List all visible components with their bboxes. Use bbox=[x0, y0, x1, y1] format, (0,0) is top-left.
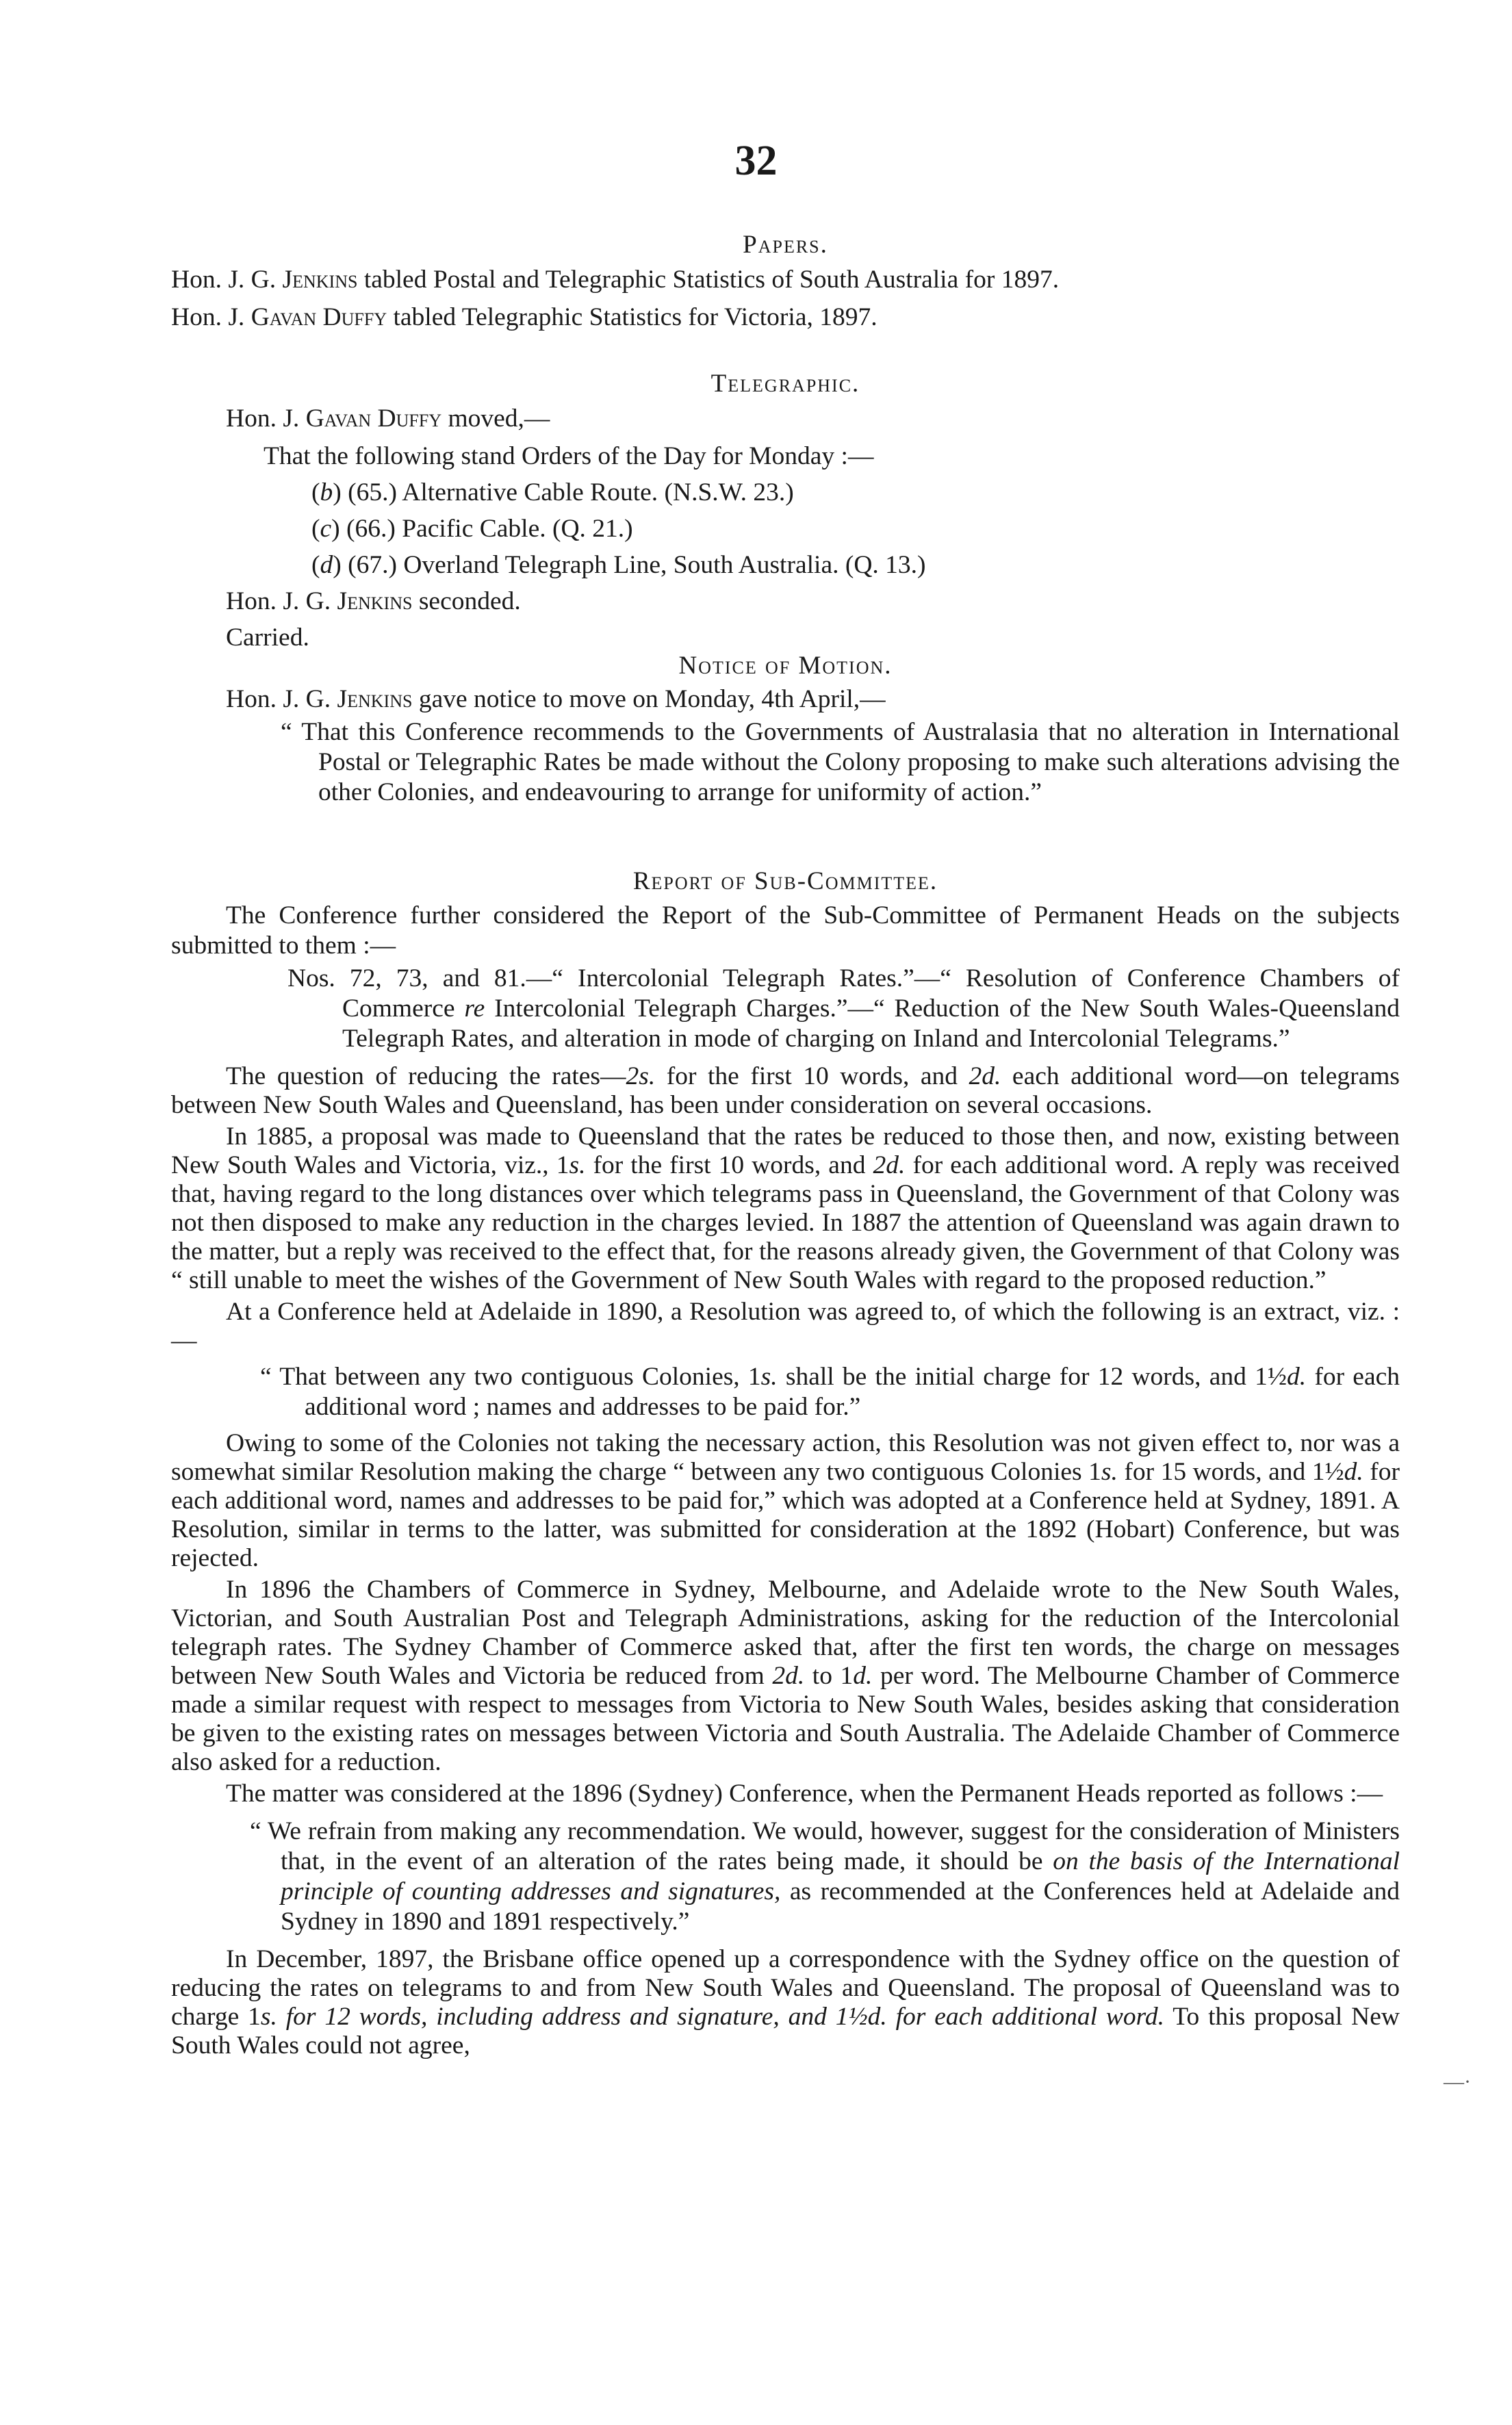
report-paragraph-3: At a Conference held at Adelaide in 1890, a Resolution was agreed to, of which the following is an extract, viz. :— bbox=[171, 1298, 1400, 1355]
report-subjects: Nos. 72, 73, and 81.—“ Intercolonial Telegraph Rates.”—“ Resolution of Conference Chambers of Commerce re Intercolonial Telegraph Charges.”—“ Reduction of the New South Wales-Queensland Telegraph Rates, and alteration in mode of charging on Inland and Intercolonial Telegrams.” bbox=[287, 964, 1400, 1053]
resolution-quote-1890: “ That between any two contiguous Colonies, 1s. shall be the initial charge for 12 words, and 1½d. for each additional word ; names and addresses to be paid for.” bbox=[260, 1363, 1400, 1421]
notice-quote: “ That this Conference recommends to the Governments of Australasia that no alteration in International Postal or Telegraphic Rates be made without the Colony proposing to make such alterations advising the other Colonies, and endeavouring to arrange for uniformity of action.” bbox=[281, 718, 1400, 806]
papers-section bbox=[171, 229, 1400, 333]
report-paragraph-4: Owing to some of the Colonies not taking the necessary action, this Resolution was not given effect to, nor was a somewhat similar Resolution making the charge “ between any two contiguous Colonies 1s. for 15 words, and 1½d. for each additional word, names and addresses to be paid for,” which was adopted at a Conference held at Sydney, 1891. A Resolution, similar in terms to the latter, was submitted for consideration at the 1892 (Hobart) Conference, but was rejected. bbox=[171, 1429, 1400, 1572]
notice-heading: Notice of Motion. bbox=[678, 652, 893, 680]
telegraphic-mover: Hon. J. Gavan Duffy moved,— bbox=[226, 405, 550, 433]
report-heading: Report of Sub-Committee. bbox=[632, 867, 938, 895]
order-item-b: (b) (65.) Alternative Cable Route. (N.S.W. 23.) bbox=[311, 478, 794, 506]
order-item-c: (c) (66.) Pacific Cable. (Q. 21.) bbox=[311, 515, 633, 543]
report-paragraph-7: In December, 1897, the Brisbane office opened up a correspondence with the Sydney office on the question of reducing the rates on telegrams to and from New South Wales and Queensland. The proposal of Queensland was to charge 1s. for 12 words, including address and signature, and 1½d. for each additional word. To this proposal New South Wales could not agree, bbox=[171, 1945, 1400, 2060]
telegraphic-section bbox=[226, 368, 1400, 653]
permanent-heads-quote: “ We refrain from making any recommendation. We would, however, suggest for the consideration of Ministers that, in the event of an alteration of the rates being made, it should be on the basis of the International principle of counting addresses and signatures, as recommended at the Conferences held at Adelaide and Sydney in 1890 and 1891 respectively.” bbox=[250, 1817, 1400, 1936]
notice-section bbox=[226, 650, 1400, 808]
telegraphic-seconder: Hon. J. G. Jenkins seconded. bbox=[226, 587, 521, 615]
page-number: 32 bbox=[734, 138, 778, 184]
report-paragraph-5: In 1896 the Chambers of Commerce in Sydney, Melbourne, and Adelaide wrote to the New South Wales, Victorian, and South Australian Post and Telegraph Administrations, asking for the reduction of the Intercolonial telegraph rates. The Sydney Chamber of Commerce asked that, after the first ten words, the charge on messages between New South Wales and Victoria be reduced from 2d. to 1d. per word. The Melbourne Chamber of Commerce made a similar request with respect to messages from Victoria to New South Wales, besides asking that consideration be given to the existing rates on messages between Victoria and South Australia. The Adelaide Chamber of Commerce also asked for a reduction. bbox=[171, 1576, 1400, 1776]
telegraphic-motion: That the following stand Orders of the Day for Monday :— bbox=[264, 442, 874, 470]
report-section bbox=[171, 866, 1400, 2060]
report-paragraph-6: The matter was considered at the 1896 (Sydney) Conference, when the Permanent Heads reported as follows :— bbox=[226, 1780, 1383, 1808]
margin-mark: —· bbox=[1444, 2070, 1471, 2093]
report-intro: The Conference further considered the Report of the Sub-Committee of Permanent Heads on the subjects submitted to them :— bbox=[171, 901, 1400, 960]
report-paragraph-1: The question of reducing the rates—2s. for the first 10 words, and 2d. each additional word—on telegrams between New South Wales and Queensland, has been under consideration on several occasions. bbox=[171, 1062, 1400, 1119]
telegraphic-result: Carried. bbox=[226, 624, 309, 652]
order-item-d: (d) (67.) Overland Telegraph Line, South Australia. (Q. 13.) bbox=[311, 551, 926, 579]
papers-line-1: Hon. J. G. Jenkins tabled Postal and Telegraphic Statistics of South Australia for 1897. bbox=[171, 266, 1060, 294]
notice-intro: Hon. J. G. Jenkins gave notice to move on Monday, 4th April,— bbox=[226, 685, 886, 713]
papers-heading: Papers. bbox=[743, 231, 828, 259]
papers-line-2: Hon. J. Gavan Duffy tabled Telegraphic Statistics for Victoria, 1897. bbox=[171, 303, 877, 331]
report-paragraph-2: In 1885, a proposal was made to Queensland that the rates be reduced to those then, and now, existing between New South Wales and Victoria, viz., 1s. for the first 10 words, and 2d. for each additional word. A reply was received that, having regard to the long distances over which telegrams pass in Queensland, the Government of that Colony was not then disposed to make any reduction in the charges levied. In 1887 the attention of Queensland was again drawn to the matter, but a reply was received to the effect that, for the reasons already given, the Government of that Colony was “ still unable to meet the wishes of the Government of New South Wales with regard to the proposed reduction.” bbox=[171, 1122, 1400, 1294]
telegraphic-heading: Telegraphic. bbox=[710, 370, 860, 398]
